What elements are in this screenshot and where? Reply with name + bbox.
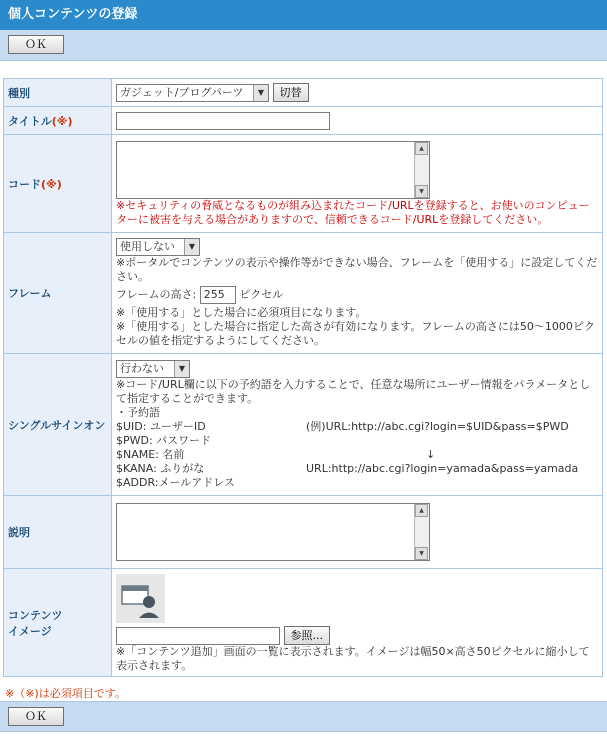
description-textarea[interactable]: [116, 503, 430, 561]
type-label: 種別: [4, 79, 112, 107]
list-item: $UID: ユーザーID (例)URL:http://abc.cgi?login=$UID&pass=$PWD: [116, 419, 569, 433]
reserved-words: [116, 406, 598, 490]
frame-height-label: フレームの高さ:: [116, 288, 197, 301]
code-warning: ※セキュリティの脅威となるものが組み込まれたコード/URLを登録すると、お使いのコンピューターに被害を与える場合がありますので、信頼できるコード/URLを登録してください。: [116, 198, 590, 226]
image-label: コンテンツ イメージ: [4, 569, 112, 677]
ok-button-top[interactable]: ＯＫ: [8, 35, 64, 54]
scrollbar[interactable]: [414, 504, 429, 560]
chevron-down-icon: ▼: [184, 239, 199, 255]
switch-button[interactable]: 切替: [273, 83, 309, 102]
frame-required-note: ※「使用する」とした場合に必須項目になります。: [116, 306, 367, 319]
title-label: タイトル(※): [4, 107, 112, 135]
sso-select[interactable]: 行わない ▼: [116, 360, 190, 378]
required-mark: (※): [51, 114, 73, 128]
registration-form: [3, 78, 603, 677]
chevron-down-icon: ▼: [253, 85, 268, 101]
chevron-down-icon: ▼: [174, 361, 189, 377]
ok-button-bottom[interactable]: ＯＫ: [8, 707, 64, 726]
frame-height-input[interactable]: 255: [200, 286, 236, 304]
required-footnote: ※（※)は必須項目です。: [5, 687, 126, 700]
frame-height-unit: ピクセル: [239, 288, 284, 301]
list-item: $KANA: ふりがな URL:http://abc.cgi?login=yamada&pass=yamada: [116, 461, 579, 475]
frame-height-note: ※「使用する」とした場合に指定した高さが有効になります。フレームの高さには50～1000ピクセルの値を指定するようにしてください。: [116, 320, 595, 347]
reserved-heading: ・予約語: [116, 405, 160, 419]
list-item: $ADDR:メールアドレス: [116, 475, 235, 489]
bottom-button-bar: [0, 701, 607, 732]
scroll-down-icon[interactable]: ▼: [415, 185, 428, 198]
code-textarea[interactable]: [116, 141, 430, 199]
frame-label: フレーム: [4, 233, 112, 354]
page-title: 個人コンテンツの登録: [0, 0, 607, 30]
image-note: ※「コンテンツ追加」画面の一覧に表示されます。イメージは幅50×高さ50ピクセルに縮小して表示されます。: [116, 645, 590, 672]
sso-label: シングルサインオン: [4, 354, 112, 496]
type-select[interactable]: ガジェット/ブログパーツ ▼: [116, 84, 269, 102]
content-image-icon: [116, 574, 165, 623]
frame-note: ※ポータルでコンテンツの表示や操作等ができない場合、フレームを「使用する」に設定してください。: [116, 256, 598, 283]
frame-select[interactable]: 使用しない ▼: [116, 238, 200, 256]
scrollbar[interactable]: [414, 142, 429, 198]
scroll-down-icon[interactable]: ▼: [415, 547, 428, 560]
image-file-input[interactable]: [116, 627, 280, 645]
scroll-up-icon[interactable]: ▲: [415, 504, 428, 517]
code-label: コード(※): [4, 135, 112, 233]
browse-button[interactable]: 参照...: [284, 626, 331, 645]
required-mark: (※): [41, 177, 62, 191]
arrow-down-icon: ↓: [426, 447, 436, 461]
description-label: 説明: [4, 496, 112, 569]
list-item: $NAME: 名前 ↓: [116, 447, 436, 461]
sso-note: ※コード/URL欄に以下の予約語を入力することで、任意な場所にユーザー情報をパラメータとして指定することができます。: [116, 377, 591, 405]
title-input[interactable]: [116, 112, 330, 130]
scroll-up-icon[interactable]: ▲: [415, 142, 428, 155]
list-item: $PWD: パスワード: [116, 433, 212, 447]
top-button-bar: [0, 30, 607, 61]
